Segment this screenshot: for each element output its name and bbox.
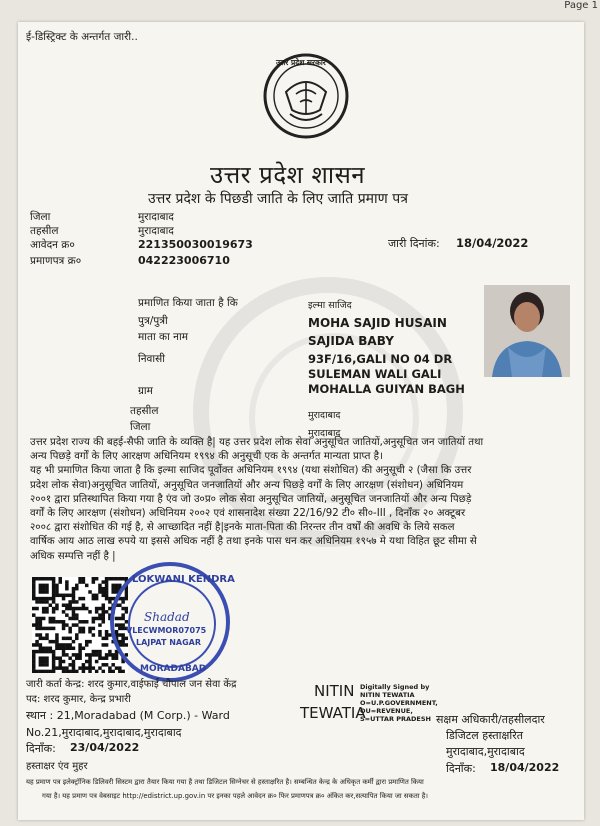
certificate-label: प्रमाणपत्र क्र०: [30, 255, 82, 267]
certify-tehsil-value: मुरादाबाद: [308, 410, 341, 421]
signer-name-line-1: NITIN: [314, 682, 355, 700]
tehsil-value: मुरादाबाद: [138, 225, 174, 237]
footer-note-line-2: गया है। यह प्रमाण पत्र वेबसाइट http://edistrict.up.gov.in पर इनका पहले आवेदन क्र० फिर प्रमाणपत्र क्र० अंकित कर,सत्यापित किया जा सकता है।: [42, 792, 429, 800]
applicant-photo: [484, 285, 570, 377]
body-line: अन्य पिछड़े वर्गों के लिए आरक्षण अधिनियम १९९४ की अनुसूची एक के अन्तर्गत मान्यता प्राप्त है।: [30, 451, 383, 463]
address-line-1: 93F/16,GALI NO 04 DR: [308, 352, 453, 366]
issue-date-label: जारी दिनांक:: [388, 237, 440, 250]
issuer-date-label: दिनाँक:: [26, 742, 56, 755]
application-label: आवेदन क्र०: [30, 239, 75, 251]
certify-tehsil-label: तहसील: [130, 405, 159, 417]
stamp-id: VLECWMOR07075: [126, 626, 207, 635]
page-subtitle: उत्तर प्रदेश के पिछडी जाति के लिए जाति प्रमाण पत्र: [148, 191, 408, 207]
stamp-top-text: LOKWANI KENDRA: [132, 574, 235, 585]
body-line: २००८ द्वारा संशोधित की गई है, से आच्छादित नहीं है|इनके माता-पिता की निरन्तर तीन वर्षों की अवधि के लिये सकल: [30, 522, 455, 534]
body-line: वार्षिक आय आठ लाख रुपये या इससे अधिक नहीं है तथा इनके पास धन कर अधिनियम १९५७ मे यथा विहित छूट सीमा से: [30, 536, 477, 548]
stamp-inner-ring: [128, 580, 216, 668]
issuer-location: स्थान : 21,Moradabad (M Corp.) - Ward: [26, 709, 230, 722]
stamp-place: LAJPAT NAGAR: [136, 638, 202, 647]
certificate-number: 042223006710: [138, 254, 230, 267]
officer-designation: सक्षम अधिकारी/तहसीलदार: [436, 713, 545, 726]
issuer-post: पद: शरद कुमार, केन्द्र प्रभारी: [26, 694, 131, 705]
digital-sign-line: OU=REVENUE,: [360, 707, 413, 715]
mother-label: माता का नाम: [138, 331, 188, 343]
issue-date-value: 18/04/2022: [456, 236, 529, 250]
certify-district-label: जिला: [130, 421, 151, 433]
page-corner-label: Page 1: [564, 0, 598, 11]
district-value: मुरादाबाद: [138, 211, 174, 223]
certify-lead: प्रमाणित किया जाता है कि: [138, 297, 238, 309]
certify-district-value: मुरादाबाद: [308, 428, 341, 439]
address-line-3: MOHALLA GUIYAN BAGH: [308, 382, 465, 396]
body-line: वर्गों के लिए आरक्षण (संशोधन) अधिनियम २००२ एवं शासनादेश संख्या 22/16/92 टी० सी०-III , दिनाँक २० अक्टूबर: [30, 508, 466, 520]
emblem-text: उत्तर प्रदेश सरकार: [276, 58, 326, 67]
officer-date-value: 18/04/2022: [490, 761, 560, 774]
body-line: अधिक सम्पत्ति नहीं है |: [30, 550, 116, 562]
page-title: उत्तर प्रदेश शासन: [210, 161, 366, 189]
officer-date-label: दिनाँक:: [446, 762, 476, 775]
centre-stamp: [110, 562, 235, 682]
digital-sign-line: O=U.P.GOVERNMENT,: [360, 699, 438, 707]
father-name: MOHA SAJID HUSAIN: [308, 316, 447, 330]
address-line-2: SULEMAN WALI GALI: [308, 367, 442, 381]
footer-note-line-1: यह प्रमाण पत्र इलेक्ट्रॉनिक डिलिवरी सिस्टम द्वारा तैयार किया गया है तथा डिजिटल सिग्नेचर से हस्ताक्षरित है। सम्बन्धित केन्द्र के अधिकृत कर्मी द्वारा प्रमाणित किया: [26, 778, 424, 786]
stamp-bottom-text: MORADABAD: [140, 664, 207, 674]
digital-sign-line: NITIN TEWATIA: [360, 691, 415, 699]
officer-digital-signed: डिजिटल हस्ताक्षरित: [446, 729, 523, 742]
issuer-date-value: 23/04/2022: [70, 741, 140, 754]
resident-label: निवासी: [138, 353, 165, 365]
application-number: 221350030019673: [138, 238, 253, 251]
district-label: जिला: [30, 211, 51, 223]
officer-location: मुरादाबाद,मुरादाबाद: [446, 745, 525, 758]
applicant-name: इल्मा साजिद: [308, 300, 352, 311]
body-line: प्रदेश लोक सेवा)अनुसूचित जातियों, अनुसूचित जनजातियों और अन्य पिछड़े वर्गों के लिए आरक्षण (संशोधन) अधिनियम: [30, 479, 464, 491]
body-line: २००१ द्वारा प्रतिस्थापित किया गया है एंव जो उ०प्र० लोक सेवा अनुसूचित जातियों, अनुसूचित जनजातियों और अन्य पिछड़े: [30, 493, 472, 505]
stamp-signature: Shadad: [144, 610, 190, 624]
tehsil-label: तहसील: [30, 225, 59, 237]
certificate-page: [18, 22, 584, 820]
issuer-centre: जारी कर्ता केन्द्र: शरद कुमार,वाईफाई चौपाल जन सेवा केंद्र: [26, 679, 237, 690]
header-note: ई-डिस्ट्रिक्ट के अन्तर्गत जारी..: [26, 31, 138, 43]
mother-name: SAJIDA BABY: [308, 334, 394, 348]
issuer-ward: No.21,मुरादाबाद,मुरादाबाद,मुरादाबाद: [26, 726, 182, 739]
digital-sign-line: Digitally Signed by: [360, 683, 430, 691]
signer-name-line-2: TEWATIA: [300, 704, 366, 722]
digital-sign-line: S=UTTAR PRADESH: [360, 715, 431, 723]
village-label: ग्राम: [138, 385, 153, 397]
body-line: यह भी प्रमाणित किया जाता है कि इल्मा साजिद पूर्वोक्त अधिनियम १९९४ (यथा संशोधित) की अनुसूची २ (जैसा कि उत्तर: [30, 465, 472, 477]
certificate-body: [30, 436, 570, 564]
body-line: उत्तर प्रदेश राज्य की बहई-सैफी जाति के व्यक्ति है| यह उत्तर प्रदेश लोक सेवा अनुसूचित जातियों,अनुसूचित जन जातियों तथा: [30, 437, 484, 448]
child-label: पुत्र/पुत्री: [138, 315, 168, 327]
issuer-sign-label: हस्ताक्षर एंव मुहर: [26, 761, 88, 772]
